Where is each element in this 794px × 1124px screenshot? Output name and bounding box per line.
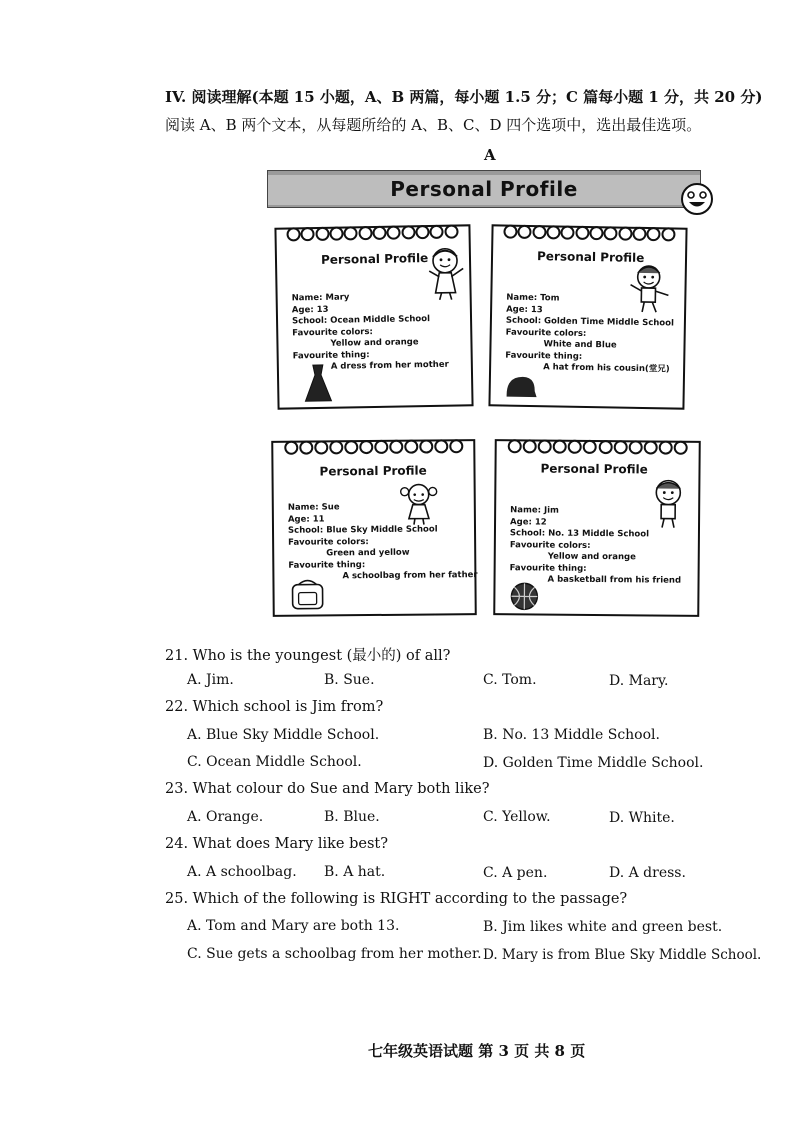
card-school: School: No. 13 Middle School: [509, 528, 650, 540]
option-24-d[interactable]: D. A dress.: [609, 865, 686, 881]
card-thing: A hat from his cousin(堂兄): [543, 362, 670, 375]
option-24-b[interactable]: B. A hat.: [324, 864, 386, 880]
section-instruction: 阅读 A、B 两个文本，从每题所给的 A、B、C、D 四个选项中，选出最佳选项。: [165, 116, 702, 134]
card-title: Personal Profile: [540, 461, 648, 477]
profile-card-mary: [274, 224, 473, 409]
card-age: Age: 11: [287, 513, 325, 525]
question-21: 21. Who is the youngest (最小的) of all?: [165, 648, 451, 664]
card-school: School: Ocean Middle School: [291, 314, 431, 327]
card-school: School: Blue Sky Middle School: [287, 524, 438, 536]
option-22-a[interactable]: A. Blue Sky Middle School.: [187, 727, 380, 743]
card-colors-label: Favourite colors:: [292, 326, 373, 338]
card-age: Age: 13: [291, 304, 329, 315]
basketball-icon: [509, 581, 539, 611]
option-25-a[interactable]: A. Tom and Mary are both 13.: [187, 918, 400, 934]
hat-icon: [503, 375, 539, 402]
card-colors: Yellow and orange: [547, 551, 636, 563]
option-21-c[interactable]: C. Tom.: [483, 672, 537, 688]
card-thing-label: Favourite thing:: [509, 562, 587, 574]
option-23-c[interactable]: C. Yellow.: [483, 809, 551, 825]
option-22-d[interactable]: D. Golden Time Middle School.: [483, 755, 704, 771]
card-title: Personal Profile: [320, 251, 429, 267]
card-colors-label: Favourite colors:: [505, 327, 587, 339]
question-24: 24. What does Mary like best?: [165, 836, 389, 852]
option-25-d[interactable]: D. Mary is from Blue Sky Middle School.: [483, 947, 762, 963]
card-name: Name: Sue: [287, 502, 340, 513]
card-title: Personal Profile: [536, 249, 645, 265]
card-age: Age: 13: [506, 304, 543, 315]
option-25-b[interactable]: B. Jim likes white and green best.: [483, 919, 723, 935]
card-colors: Green and yellow: [326, 547, 410, 559]
question-23: 23. What colour do Sue and Mary both like?: [165, 781, 490, 797]
option-24-c[interactable]: C. A pen.: [483, 865, 548, 881]
section-title: IV. 阅读理解(本题 15 小题，A、B 两篇，每小题 1.5 分；C 篇每小题 1 分，共 20 分): [165, 88, 763, 106]
option-25-c[interactable]: C. Sue gets a schoolbag from her mother.: [187, 946, 482, 962]
schoolbag-icon: [288, 576, 326, 610]
question-22: 22. Which school is Jim from?: [165, 699, 384, 715]
profile-card-sue: [271, 439, 477, 617]
card-age: Age: 12: [510, 516, 547, 528]
option-21-b[interactable]: B. Sue.: [324, 672, 375, 688]
banner-title: Personal Profile: [390, 177, 578, 201]
option-21-d[interactable]: D. Mary.: [609, 673, 669, 689]
card-fields: [288, 501, 478, 583]
card-name: Name: Tom: [506, 292, 560, 304]
card-colors-label: Favourite colors:: [288, 536, 369, 548]
option-24-a[interactable]: A. A schoolbag.: [187, 864, 297, 880]
card-thing-label: Favourite thing:: [292, 349, 370, 361]
card-thing-label: Favourite thing:: [505, 350, 583, 362]
card-name: Name: Mary: [291, 292, 350, 304]
option-22-c[interactable]: C. Ocean Middle School.: [187, 754, 362, 770]
option-22-b[interactable]: B. No. 13 Middle School.: [483, 727, 660, 743]
dress-icon: [303, 363, 334, 404]
card-title: Personal Profile: [319, 463, 427, 479]
card-fields: [505, 293, 674, 376]
question-25: 25. Which of the following is RIGHT according to the passage?: [165, 891, 628, 907]
card-colors-label: Favourite colors:: [509, 539, 591, 551]
page-footer: 七年级英语试题 第 3 页 共 8 页: [368, 1042, 586, 1060]
profile-card-jim: [493, 439, 701, 617]
card-thing: A dress from her mother: [330, 359, 449, 372]
card-colors: Yellow and orange: [330, 337, 419, 349]
option-23-d[interactable]: D. White.: [609, 810, 675, 826]
card-thing-label: Favourite thing:: [288, 559, 366, 571]
card-thing: A basketball from his friend: [547, 574, 682, 586]
card-fields: [509, 505, 681, 587]
option-21-a[interactable]: A. Jim.: [187, 672, 234, 688]
card-name: Name: Jim: [510, 505, 559, 516]
card-school: School: Golden Time Middle School: [505, 315, 675, 329]
card-colors: White and Blue: [543, 339, 617, 351]
card-fields: [292, 291, 449, 374]
profile-card-tom: [488, 224, 687, 409]
option-23-b[interactable]: B. Blue.: [324, 809, 380, 825]
card-thing: A schoolbag from her father: [342, 570, 478, 582]
smiley-icon: [680, 182, 714, 216]
profile-banner: [267, 170, 701, 208]
passage-label: A: [484, 146, 496, 164]
option-23-a[interactable]: A. Orange.: [187, 809, 264, 825]
